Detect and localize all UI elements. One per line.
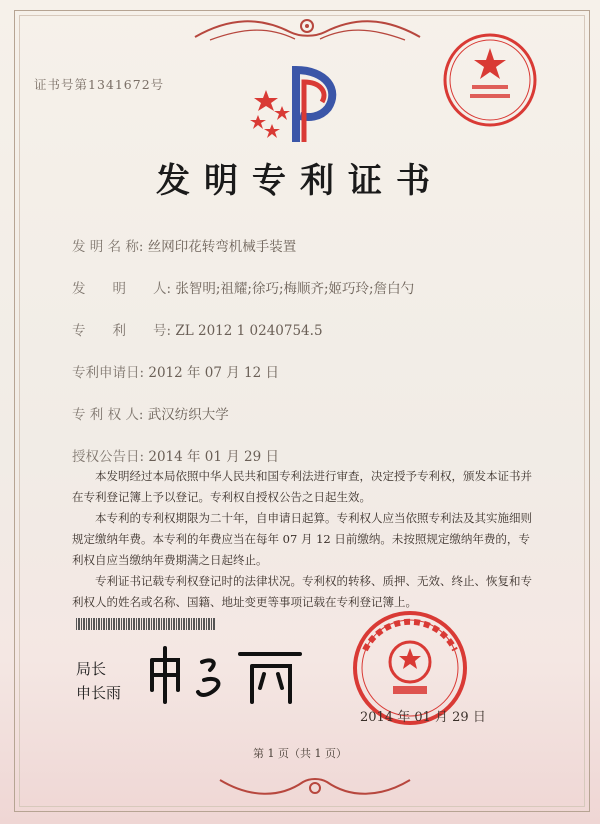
field-value: ZL 2012 1 0240754.5 (175, 323, 323, 339)
director-title: 局长 (76, 660, 107, 678)
director-signature (140, 640, 310, 710)
paragraph: 本发明经过本局依照中华人民共和国专利法进行审查，决定授予专利权，颁发本证书并在专利登记簿上予以登记。专利权自授权公告之日起生效。 (72, 469, 532, 504)
grant-date-field (72, 445, 279, 465)
patent-number-field (72, 319, 323, 339)
field-label: 授权公告日: (72, 449, 145, 465)
field-value: 2012 年 07 月 12 日 (148, 365, 280, 381)
field-label: 发 明 名 称: (72, 239, 144, 255)
page-footer: 第 1 页（共 1 页） (253, 747, 347, 760)
application-date-field (72, 361, 279, 381)
patent-office-emblem (248, 60, 343, 145)
invention-name-field (72, 235, 296, 255)
certificate-body (72, 466, 532, 613)
paragraph: 本专利的专利权期限为二十年，自申请日起算。专利权人应当依照专利法及其实施细则规定缴纳年费。本专利的年费应当在每年 07 月 12 日前缴纳。未按照规定缴纳年费的，专利权自应当缴纳年费期满之日起终止。 (72, 511, 532, 567)
field-value: 武汉纺织大学 (147, 407, 229, 423)
field-label: 专 利 权 人: (72, 407, 144, 423)
inventors-field (72, 277, 414, 297)
paragraph: 专利证书记载专利权登记时的法律状况。专利权的转移、质押、无效、终止、恢复和专利权人的姓名或名称、国籍、地址变更等事项记载在专利登记簿上。 (72, 574, 532, 609)
certificate-number: 证书号第1341672号 (34, 77, 165, 92)
barcode (76, 618, 216, 630)
field-label: 发 明 人: (72, 281, 172, 297)
field-label: 专利申请日: (72, 365, 145, 381)
top-ornament (190, 12, 425, 46)
seal-date: 2014 年 01 月 29 日 (360, 710, 486, 725)
field-label: 专 利 号: (72, 323, 172, 339)
patentee-field (72, 403, 229, 423)
director-name: 申长雨 (76, 684, 122, 702)
field-value: 张智明;祖耀;徐巧;梅顺齐;姬巧玲;詹白勺 (175, 281, 415, 297)
certificate-title: 发明专利证书 (156, 161, 444, 201)
field-value: 2014 年 01 月 29 日 (148, 449, 280, 465)
official-seal-top (440, 30, 540, 130)
field-value: 丝网印花转弯机械手装置 (147, 239, 297, 255)
bottom-ornament (215, 770, 415, 800)
